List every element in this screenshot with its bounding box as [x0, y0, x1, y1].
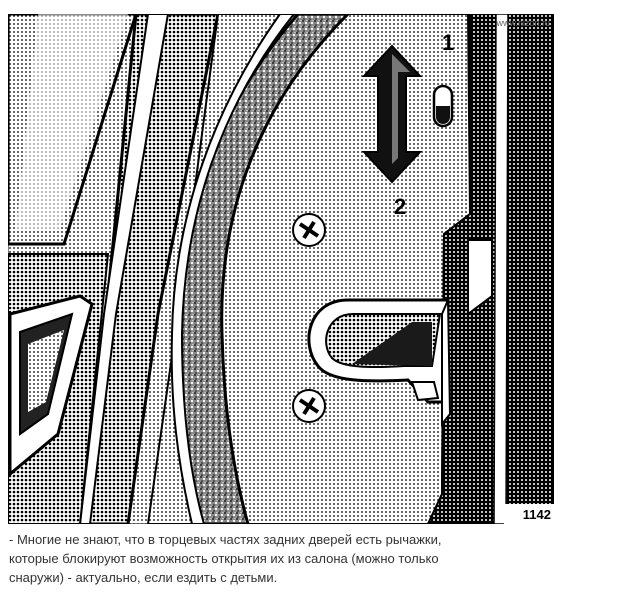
lock-position-indicator-icon — [434, 86, 452, 126]
caption-line-3: снаружи) - актуально, если ездить с детьми. — [9, 570, 278, 585]
caption-line-1: - Многие не знают, что в торцевых частях задних дверей есть рычажки, — [9, 532, 442, 547]
door-lock-illustration — [8, 14, 554, 524]
figure-number: 1142 — [522, 507, 551, 522]
caption-line-2: которые блокируют возможность открытия их из салона (можно только — [9, 551, 439, 566]
screw-upper — [293, 214, 325, 246]
watermark: www.nizon.ru — [496, 18, 550, 28]
screw-lower — [293, 390, 325, 422]
caption — [9, 530, 569, 587]
label-position-1: 1 — [442, 30, 455, 55]
label-position-2: 2 — [394, 194, 407, 219]
